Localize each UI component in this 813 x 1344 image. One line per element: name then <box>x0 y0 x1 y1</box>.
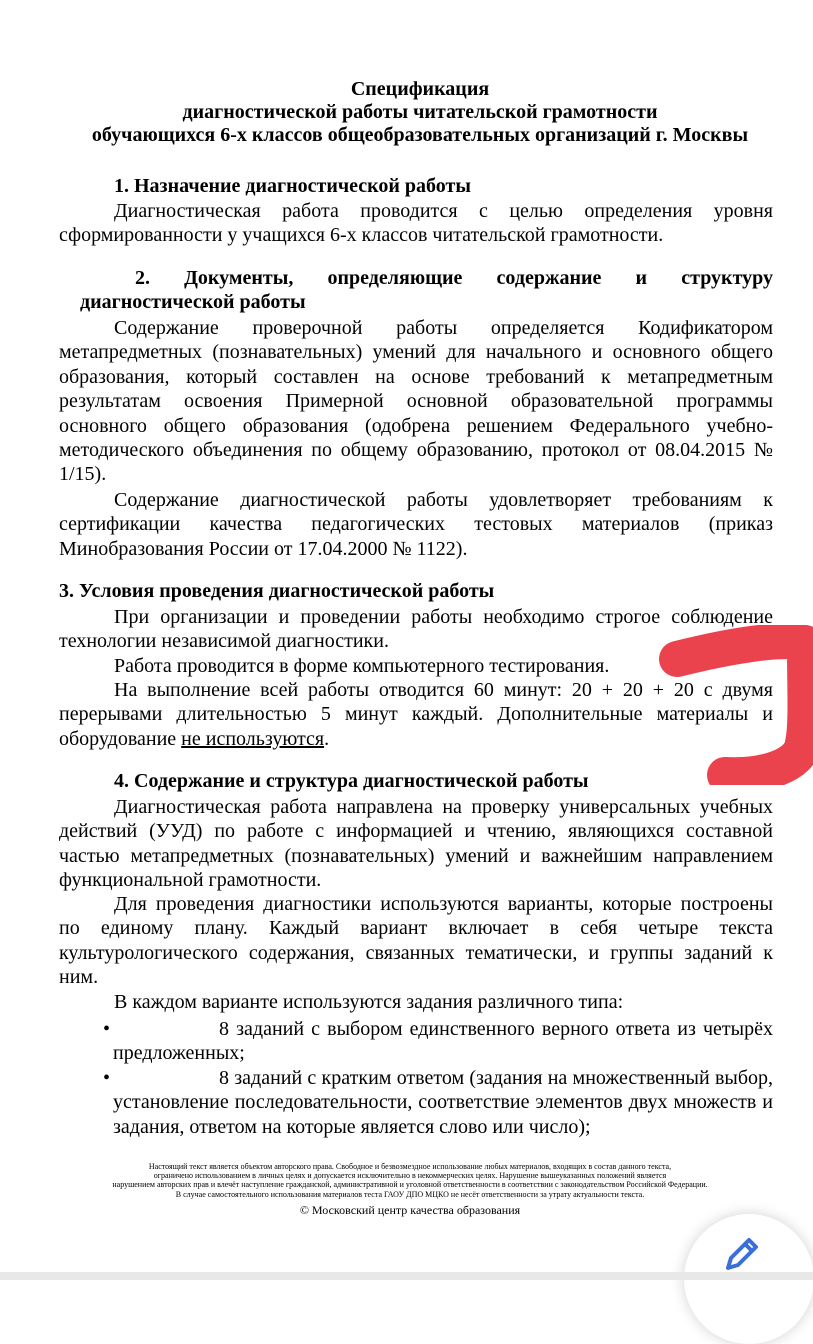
section1-paragraph: Диагностическая работа проводится с целью определения уровня сформированности у учащихся 6-х классов читательской грамотности. <box>59 200 773 247</box>
footer-line: В случае самостоятельного использования материалов теста ГАОУ ДПО МЦКО не несёт ответственности за утрату актуальности текста. <box>175 1189 645 1199</box>
copyright-line: © Московский центр качества образования <box>299 1203 521 1217</box>
section4-paragraph: Диагностическая работа направлена на проверку универсальных учебных действий (УУД) по работе с информацией и чтению, являющихся составной частью метапредметных (познавательных) умений и важнейшим направлением функциональной грамотности. <box>59 796 773 892</box>
section2-paragraph: Содержание диагностической работы удовлетворяет требованиям к сертификации качества педагогических тестовых материалов (приказ Минобразования России от 17.04.2000 № 1122). <box>59 489 773 560</box>
list-item-text: 8 заданий с кратким ответом (задания на множественный выбор, установление последовательности, соответствие элементов двух множеств и задания, ответом на которые является слово или число); <box>113 1067 773 1138</box>
title-line: Спецификация <box>350 78 490 100</box>
title-line: обучающихся 6-х классов общеобразовательных организаций г. Москвы <box>91 124 749 146</box>
screen-bottom-edge <box>0 1272 813 1280</box>
list-item <box>102 1017 773 1066</box>
section4-heading: 4. Содержание и структура диагностической работы <box>114 770 589 792</box>
section1-heading: 1. Назначение диагностической работы <box>114 175 471 197</box>
bracket-mark-annotation <box>655 625 813 785</box>
section4-paragraph: В каждом варианте используются задания различного типа: <box>114 991 624 1013</box>
section2-heading-line2: диагностической работы <box>80 291 306 313</box>
time-text-end: . <box>324 727 330 750</box>
list-item <box>102 1066 773 1139</box>
section2-heading-line1: 2. Документы, определяющие содержание и структуру <box>135 267 773 289</box>
bullet-symbol: • <box>102 1067 110 1089</box>
pencil-icon <box>722 1234 762 1274</box>
footer-line: нарушением авторских прав и влечёт наступление гражданской, административной и уголовной ответственности в соответствии с законодательством Российской Федерации. <box>112 1180 708 1190</box>
section2-paragraph: Содержание проверочной работы определяется Кодификатором метапредметных (познавательных) умений для начального и основного общего образования, который составлен на основе требований к метапредметным результатам освоения Примерной основной образовательной программы основного общего образования (одобрена решением Федерального учебно-методического объединения по общему образованию, протокол от 08.04.2015 № 1/15). <box>59 317 773 486</box>
copyright-notice <box>40 1162 780 1199</box>
section3-heading: 3. Условия проведения диагностической работы <box>59 580 495 602</box>
title-line: диагностической работы читательской грамотности <box>182 101 658 123</box>
time-text: На выполнение всей работы отводится 60 минут: 20 + 20 + 20 с двумя перерывами длительностью 5 минут каждый. Дополнительные материалы и оборудование <box>59 679 773 750</box>
footer-line: Настоящий текст является объектом авторского права. Свободное и безвозмездное использование любых материалов, входящих в состав данного текста, <box>148 1162 672 1171</box>
document-title <box>40 78 800 147</box>
section4-paragraph: Для проведения диагностики используются варианты, которые построены по единому плану. Каждый вариант включает в себя четыре текста культурологического содержания, связанных тематически, и группы заданий к ним. <box>59 893 773 989</box>
list-item-text: 8 заданий с выбором единственного верного ответа из четырёх предложенных; <box>113 1018 773 1065</box>
footer-line: ограничено использованием в личных целях и допускается исключительно в некоммерческих целях. Нарушение вышеуказанных положений является <box>153 1171 667 1181</box>
section3-paragraph: Работа проводится в форме компьютерного тестирования. <box>114 655 610 677</box>
underlined-text: не используются <box>181 727 325 750</box>
bullet-symbol: • <box>102 1018 110 1040</box>
section3-paragraph: При организации и проведении работы необходимо строгое соблюдение технологии независимой диагностики. <box>59 606 773 653</box>
